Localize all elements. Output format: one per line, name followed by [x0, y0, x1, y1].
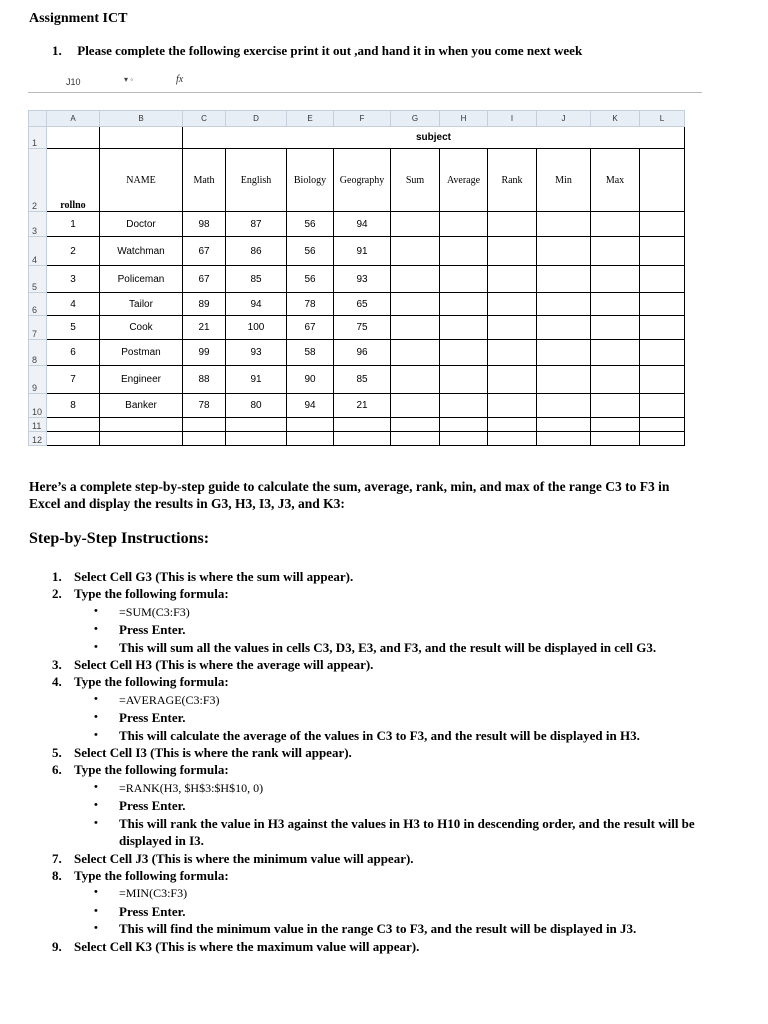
empty-cell [591, 394, 640, 418]
empty-cell [537, 266, 591, 293]
spreadsheet-grid [28, 110, 685, 446]
formula-text: =RANK(H3, $H$3:$H$10, 0) [119, 780, 264, 795]
step-number: 8. [52, 867, 62, 883]
cell-geography: 96 [334, 340, 391, 366]
bullet-icon: • [94, 604, 98, 617]
empty-cell [391, 237, 440, 266]
bullet-icon: • [94, 816, 98, 829]
column-header: D [226, 111, 287, 127]
cell-geography: 75 [334, 316, 391, 340]
empty-cell [640, 212, 685, 237]
empty-cell [591, 316, 640, 340]
cell-math: 89 [183, 293, 226, 316]
column-header: J [537, 111, 591, 127]
empty-cell [488, 212, 537, 237]
empty-cell [488, 366, 537, 394]
row-header: 11 [29, 418, 47, 432]
step-text: Select Cell K3 (This is where the maximum value will appear). [74, 938, 420, 954]
table-row [29, 237, 685, 266]
subject-header: subject [183, 127, 685, 149]
cell-geography: 93 [334, 266, 391, 293]
bullet-icon: • [94, 904, 98, 917]
step-item [52, 585, 702, 602]
empty-cell [440, 293, 488, 316]
cell-math: 67 [183, 266, 226, 293]
name-box-dropdown-icon: ▾ ◦ [124, 75, 134, 84]
bullet-text: This will find the minimum value in the range C3 to F3, and the result will be displayed in J3. [119, 921, 637, 937]
step-item [52, 744, 702, 761]
table-row [29, 293, 685, 316]
bullet-icon: • [94, 692, 98, 705]
table-row [29, 394, 685, 418]
step-text: Select Cell H3 (This is where the average will appear). [74, 657, 374, 673]
empty-cell [488, 316, 537, 340]
rollno-header: rollno [47, 149, 100, 212]
empty-cell [488, 266, 537, 293]
row-header: 4 [29, 237, 47, 266]
empty-cell [440, 340, 488, 366]
step-text: Type the following formula: [74, 867, 229, 883]
empty-cell [488, 293, 537, 316]
row-header: 7 [29, 316, 47, 340]
instructions-heading: Step-by-Step Instructions: [29, 530, 210, 547]
step-number: 4. [52, 674, 62, 690]
header-min: Min [537, 149, 591, 212]
bullet-text: Press Enter. [119, 798, 186, 814]
cell-biology: 67 [287, 316, 334, 340]
step-number: 6. [52, 762, 62, 778]
cell-math: 98 [183, 212, 226, 237]
cell-biology: 78 [287, 293, 334, 316]
column-header: H [440, 111, 488, 127]
empty-cell [640, 316, 685, 340]
empty-cell [391, 316, 440, 340]
cell-english: 87 [226, 212, 287, 237]
cell-geography: 94 [334, 212, 391, 237]
bullet-item [52, 639, 702, 656]
cell-english: 91 [226, 366, 287, 394]
header-max: Max [591, 149, 640, 212]
row-header: 12 [29, 432, 47, 446]
empty-cell [537, 316, 591, 340]
bullet-text: Press Enter. [119, 903, 186, 919]
empty-cell [440, 266, 488, 293]
bullet-item [52, 920, 702, 937]
column-header-row [29, 111, 685, 127]
empty-cell [488, 340, 537, 366]
sheet-row [29, 432, 685, 446]
step-item [52, 761, 702, 778]
cell-biology: 94 [287, 394, 334, 418]
empty-cell [537, 366, 591, 394]
header-sum: Sum [391, 149, 440, 212]
column-header: E [287, 111, 334, 127]
cell-english: 85 [226, 266, 287, 293]
bullet-item [52, 709, 702, 726]
cell-math: 21 [183, 316, 226, 340]
sheet-row [29, 127, 685, 149]
bullet-item [52, 815, 702, 850]
cell-rollno: 2 [47, 237, 100, 266]
cell-name: Tailor [100, 293, 183, 316]
cell-rollno: 4 [47, 293, 100, 316]
cell-name: Doctor [100, 212, 183, 237]
header-math: Math [183, 149, 226, 212]
empty-cell [591, 293, 640, 316]
bullet-item [52, 727, 702, 744]
header-average: Average [440, 149, 488, 212]
header-english: English [226, 149, 287, 212]
empty-cell [591, 340, 640, 366]
formula-bar [28, 72, 702, 94]
empty-cell [488, 237, 537, 266]
cell-rollno: 6 [47, 340, 100, 366]
cell-english: 94 [226, 293, 287, 316]
step-item [52, 673, 702, 690]
cell-english: 100 [226, 316, 287, 340]
step-item [52, 938, 702, 955]
table-row [29, 316, 685, 340]
empty-cell [391, 340, 440, 366]
header-name: NAME [100, 149, 183, 212]
column-header: F [334, 111, 391, 127]
formula-text: =SUM(C3:F3) [119, 604, 190, 619]
bullet-text: Press Enter. [119, 622, 186, 638]
step-item [52, 656, 702, 673]
row-header: 1 [29, 127, 47, 149]
bullet-item [52, 903, 702, 920]
formula-text: =AVERAGE(C3:F3) [119, 692, 220, 707]
column-header: C [183, 111, 226, 127]
empty-cell [440, 316, 488, 340]
function-icon: fx [176, 74, 184, 85]
empty-cell [591, 212, 640, 237]
bullet-item [52, 603, 702, 621]
cell-biology: 56 [287, 266, 334, 293]
cell-name: Cook [100, 316, 183, 340]
cell-name: Postman [100, 340, 183, 366]
empty-cell [440, 237, 488, 266]
cell-biology: 58 [287, 340, 334, 366]
spreadsheet-screenshot [28, 72, 702, 457]
table-row [29, 266, 685, 293]
row-header: 10 [29, 394, 47, 418]
empty-cell [391, 366, 440, 394]
step-text: Type the following formula: [74, 762, 229, 778]
bullet-icon: • [94, 640, 98, 653]
empty-cell [537, 340, 591, 366]
empty-cell [391, 394, 440, 418]
step-number: 3. [52, 657, 62, 673]
empty-cell [488, 394, 537, 418]
cell-name: Watchman [100, 237, 183, 266]
row-header: 8 [29, 340, 47, 366]
question-1 [52, 43, 582, 59]
bullet-text: This will sum all the values in cells C3, D3, E3, and F3, and the result will be displayed in cell G3. [119, 639, 657, 655]
empty-cell [591, 266, 640, 293]
empty-cell [391, 293, 440, 316]
cell-name: Engineer [100, 366, 183, 394]
empty-cell [537, 293, 591, 316]
cell-biology: 56 [287, 212, 334, 237]
bullet-icon: • [94, 799, 98, 812]
table-row [29, 366, 685, 394]
bullet-item [52, 779, 702, 797]
bullet-item [52, 797, 702, 814]
question-text: Please complete the following exercise print it out ,and hand it in when you come next week [77, 43, 583, 58]
cell-geography: 21 [334, 394, 391, 418]
column-header: I [488, 111, 537, 127]
bullet-text: This will rank the value in H3 against the values in H3 to H10 in descending order, and the result will be displayed in I3. [119, 815, 695, 849]
bullet-icon: • [94, 711, 98, 724]
row-header: 3 [29, 212, 47, 237]
step-number: 5. [52, 745, 62, 761]
cell-english: 86 [226, 237, 287, 266]
empty-cell [537, 212, 591, 237]
cell-math: 99 [183, 340, 226, 366]
cell-geography: 85 [334, 366, 391, 394]
bullet-icon: • [94, 922, 98, 935]
bullet-icon: • [94, 780, 98, 793]
cell-geography: 91 [334, 237, 391, 266]
step-text: Type the following formula: [74, 674, 229, 690]
cell-rollno: 3 [47, 266, 100, 293]
name-box: J10 [28, 74, 188, 93]
bullet-item [52, 884, 702, 902]
column-header: G [391, 111, 440, 127]
column-header: B [100, 111, 183, 127]
cell-geography: 65 [334, 293, 391, 316]
empty-cell [537, 394, 591, 418]
bullet-item [52, 621, 702, 638]
cell-biology: 90 [287, 366, 334, 394]
select-all-corner [29, 111, 47, 127]
row-header: 9 [29, 366, 47, 394]
empty-cell [640, 366, 685, 394]
bullet-text: This will calculate the average of the values in C3 to F3, and the result will be displayed in H3. [119, 727, 640, 743]
empty-cell [591, 366, 640, 394]
empty-cell [391, 212, 440, 237]
sheet-row [29, 418, 685, 432]
empty-cell [391, 266, 440, 293]
header-geography: Geography [334, 149, 391, 212]
column-header: L [640, 111, 685, 127]
table-row [29, 340, 685, 366]
cell-english: 80 [226, 394, 287, 418]
step-text: Select Cell I3 (This is where the rank will appear). [74, 745, 352, 761]
question-number: 1. [52, 43, 62, 58]
step-text: Type the following formula: [74, 586, 229, 602]
cell-math: 78 [183, 394, 226, 418]
row-header: 6 [29, 293, 47, 316]
row-header: 5 [29, 266, 47, 293]
cell-name: Banker [100, 394, 183, 418]
header-row [29, 149, 685, 212]
formula-text: =MIN(C3:F3) [119, 886, 188, 901]
column-header: A [47, 111, 100, 127]
empty-cell [440, 394, 488, 418]
cell-rollno: 1 [47, 212, 100, 237]
empty-cell [640, 394, 685, 418]
empty-cell [640, 266, 685, 293]
cell-rollno: 7 [47, 366, 100, 394]
instructions-list [52, 568, 702, 955]
empty-cell [591, 237, 640, 266]
step-number: 7. [52, 850, 62, 866]
step-text: Select Cell J3 (This is where the minimum value will appear). [74, 850, 414, 866]
bullet-text: Press Enter. [119, 710, 186, 726]
step-item [52, 568, 702, 585]
column-header: K [591, 111, 640, 127]
step-number: 9. [52, 938, 62, 954]
cell-biology: 56 [287, 237, 334, 266]
empty-cell [640, 340, 685, 366]
header-biology: Biology [287, 149, 334, 212]
cell-rollno: 5 [47, 316, 100, 340]
step-item [52, 867, 702, 884]
step-number: 1. [52, 569, 62, 584]
cell-name: Policeman [100, 266, 183, 293]
cell-rollno: 8 [47, 394, 100, 418]
empty-cell [440, 212, 488, 237]
step-item [52, 850, 702, 867]
bullet-icon: • [94, 728, 98, 741]
step-text: Select Cell G3 (This is where the sum will appear). [74, 569, 354, 584]
document-title: Assignment ICT [29, 11, 128, 26]
step-number: 2. [52, 586, 62, 602]
bullet-item [52, 691, 702, 709]
header-rank: Rank [488, 149, 537, 212]
empty-cell [640, 237, 685, 266]
row-header: 2 [29, 149, 47, 212]
bullet-icon: • [94, 886, 98, 899]
empty-cell [537, 237, 591, 266]
bullet-icon: • [94, 623, 98, 636]
cell-math: 67 [183, 237, 226, 266]
cell-math: 88 [183, 366, 226, 394]
empty-cell [440, 366, 488, 394]
guide-intro: Here’s a complete step-by-step guide to calculate the sum, average, rank, min, and max of the range C3 to F3 in Excel and display the results in G3, H3, I3, J3, and K3: [29, 479, 670, 511]
table-row [29, 212, 685, 237]
cell-english: 93 [226, 340, 287, 366]
empty-cell [640, 293, 685, 316]
